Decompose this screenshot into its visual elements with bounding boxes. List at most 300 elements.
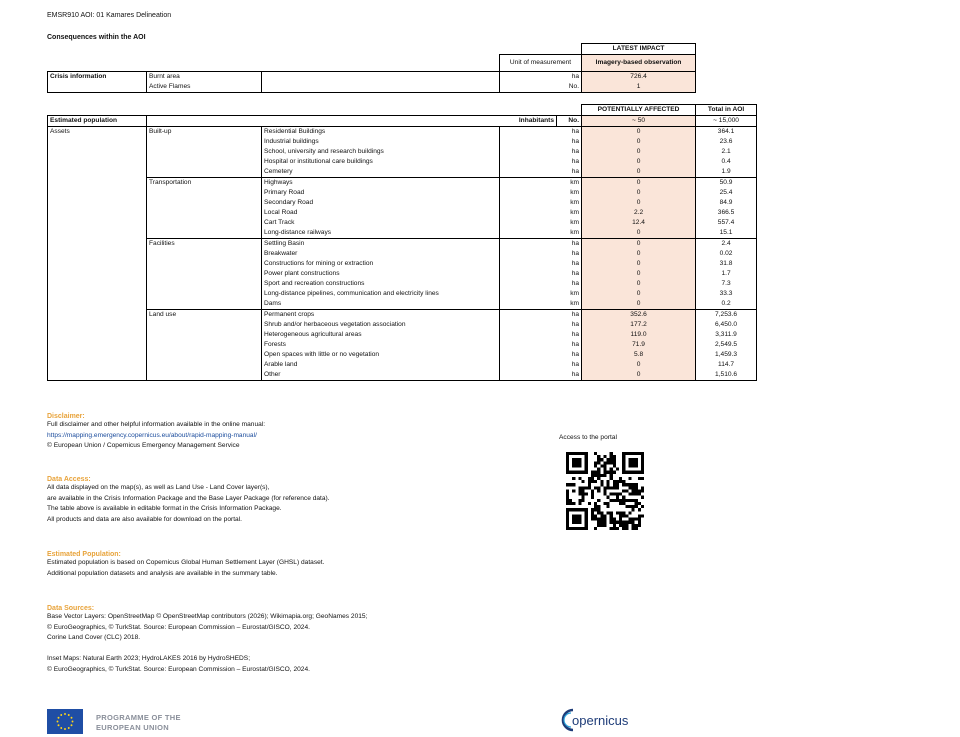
qr-module xyxy=(622,502,625,505)
qr-module xyxy=(597,477,600,480)
qr-module xyxy=(607,483,610,486)
qr-module xyxy=(591,471,594,474)
asset-name: Forests xyxy=(262,340,500,350)
asset-name: Dams xyxy=(262,299,500,310)
qr-module xyxy=(582,480,585,483)
asset-unit: ha xyxy=(500,259,582,269)
qr-module xyxy=(582,493,585,496)
qr-module xyxy=(591,514,594,517)
asset-total: 364.1 xyxy=(696,127,757,138)
disclaimer-section xyxy=(47,413,265,452)
imagery-observation-header: Imagery-based observation xyxy=(582,55,696,72)
asset-total: 2.4 xyxy=(696,239,757,250)
manual-link[interactable]: https://mapping.emergency.copernicus.eu/about/rapid-mapping-manual/ xyxy=(47,431,257,439)
qr-module xyxy=(613,527,616,530)
asset-unit: ha xyxy=(500,167,582,178)
qr-module xyxy=(603,524,606,527)
qr-module xyxy=(616,483,619,486)
qr-module xyxy=(635,527,638,530)
eu-star-icon xyxy=(64,713,66,715)
asset-affected: 0 xyxy=(582,228,696,239)
qr-module xyxy=(638,518,641,521)
asset-name: Shrub and/or herbaceous vegetation association xyxy=(262,320,500,330)
qr-module xyxy=(603,455,606,458)
qr-module xyxy=(588,483,591,486)
asset-total: 23.6 xyxy=(696,137,757,147)
asset-category: Facilities xyxy=(147,239,262,310)
asset-affected: 0 xyxy=(582,289,696,299)
section-title: Disclaimer: xyxy=(47,413,85,420)
qr-module xyxy=(628,521,631,524)
asset-name: Settling Basin xyxy=(262,239,500,250)
qr-module xyxy=(566,483,569,486)
qr-module xyxy=(632,486,635,489)
qr-module xyxy=(603,518,606,521)
qr-module xyxy=(632,521,635,524)
eu-star-icon xyxy=(58,717,60,719)
qr-module xyxy=(622,499,625,502)
asset-category: Land use xyxy=(147,310,262,381)
estimated-population-section xyxy=(47,551,324,579)
asset-total: 557.4 xyxy=(696,218,757,228)
section-line: Additional population datasets and analysis are available in the summary table. xyxy=(47,569,278,577)
qr-module xyxy=(635,518,638,521)
qr-module xyxy=(632,499,635,502)
qr-module xyxy=(569,502,572,505)
asset-unit: km xyxy=(500,188,582,198)
qr-module xyxy=(610,499,613,502)
eu-star-icon xyxy=(71,717,73,719)
qr-module xyxy=(628,493,631,496)
qr-module xyxy=(597,461,600,464)
qr-module xyxy=(610,511,613,514)
crisis-row-unit: No. xyxy=(500,82,582,93)
section-line: Full disclaimer and other helpful information available in the online manual: xyxy=(47,421,266,428)
qr-module xyxy=(603,502,606,505)
qr-module xyxy=(607,471,610,474)
qr-module xyxy=(566,493,569,496)
asset-affected: 0 xyxy=(582,127,696,138)
eu-star-icon xyxy=(71,724,73,726)
qr-module xyxy=(588,477,591,480)
crisis-information-table xyxy=(47,43,696,93)
qr-module xyxy=(578,489,581,492)
asset-total: 1,459.3 xyxy=(696,350,757,360)
potentially-affected-header: POTENTIALLY AFFECTED xyxy=(582,105,696,116)
asset-name: Cemetery xyxy=(262,167,500,178)
document-title: EMSR910 AOI: 01 Kamares Delineation xyxy=(47,12,172,19)
asset-total: 84.9 xyxy=(696,198,757,208)
asset-total: 7,253.6 xyxy=(696,310,757,321)
qr-module xyxy=(638,477,641,480)
asset-unit: ha xyxy=(500,249,582,259)
asset-affected: 0 xyxy=(582,188,696,198)
asset-affected: 0 xyxy=(582,157,696,167)
section-line xyxy=(47,644,367,655)
asset-affected: 177.2 xyxy=(582,320,696,330)
qr-module xyxy=(619,493,622,496)
qr-module xyxy=(613,458,616,461)
qr-module xyxy=(635,524,638,527)
asset-total: 3,311.9 xyxy=(696,330,757,340)
section-line: The table above is available in editable format in the Crisis Information Package. xyxy=(47,505,282,512)
qr-module xyxy=(632,505,635,508)
qr-module xyxy=(594,452,597,455)
qr-module xyxy=(632,493,635,496)
qr-module xyxy=(610,455,613,458)
qr-module xyxy=(610,486,613,489)
asset-affected: 0 xyxy=(582,279,696,289)
qr-module xyxy=(619,518,622,521)
crisis-row-name: Active Flames xyxy=(147,82,262,93)
crisis-information-label: Crisis information xyxy=(48,72,147,93)
asset-unit: km xyxy=(500,299,582,310)
asset-name: Secondary Road xyxy=(262,198,500,208)
qr-module xyxy=(594,471,597,474)
qr-module xyxy=(610,468,613,471)
asset-affected: 0 xyxy=(582,269,696,279)
eu-programme-text xyxy=(96,713,181,733)
qr-module xyxy=(625,514,628,517)
table-row xyxy=(48,239,757,250)
asset-unit: km xyxy=(500,218,582,228)
asset-name: Heterogeneous agricultural areas xyxy=(262,330,500,340)
asset-unit: ha xyxy=(500,137,582,147)
asset-name: Industrial buildings xyxy=(262,137,500,147)
qr-module xyxy=(600,518,603,521)
qr-module xyxy=(635,489,638,492)
portal-label: Access to the portal xyxy=(559,434,617,441)
asset-name: Open spaces with little or no vegetation xyxy=(262,350,500,360)
qr-module xyxy=(610,452,613,455)
qr-module xyxy=(619,521,622,524)
qr-module xyxy=(603,514,606,517)
qr-module xyxy=(597,489,600,492)
qr-module xyxy=(625,524,628,527)
qr-module xyxy=(578,502,581,505)
section-line: Corine Land Cover (CLC) 2018. xyxy=(47,634,141,641)
qr-module xyxy=(628,486,631,489)
qr-module xyxy=(597,499,600,502)
qr-module xyxy=(632,489,635,492)
asset-unit: km xyxy=(500,289,582,299)
crisis-row-value: 726.4 xyxy=(582,72,696,83)
qr-module xyxy=(607,486,610,489)
qr-module xyxy=(616,486,619,489)
asset-unit: km xyxy=(500,198,582,208)
data-sources-section xyxy=(47,605,367,675)
eu-star-icon xyxy=(64,728,66,730)
qr-module xyxy=(603,468,606,471)
qr-module xyxy=(628,505,631,508)
qr-module xyxy=(607,496,610,499)
asset-total: 1.7 xyxy=(696,269,757,279)
qr-module xyxy=(613,486,616,489)
qr-module xyxy=(641,489,644,492)
qr-module xyxy=(610,477,613,480)
qr-module xyxy=(628,499,631,502)
qr-module xyxy=(603,464,606,467)
asset-total: 0.4 xyxy=(696,157,757,167)
asset-unit: ha xyxy=(500,360,582,370)
qr-module xyxy=(619,499,622,502)
qr-module xyxy=(603,486,606,489)
qr-module xyxy=(616,499,619,502)
qr-module xyxy=(607,458,610,461)
asset-total: 50.9 xyxy=(696,178,757,189)
qr-module xyxy=(597,468,600,471)
qr-module xyxy=(591,474,594,477)
qr-module xyxy=(638,521,641,524)
asset-affected: 0 xyxy=(582,259,696,269)
asset-unit: ha xyxy=(500,320,582,330)
qr-module xyxy=(597,511,600,514)
asset-total: 31.8 xyxy=(696,259,757,269)
eu-star-icon xyxy=(68,714,70,716)
asset-unit: ha xyxy=(500,239,582,250)
section-line: © EuroGeographics, © TurkStat. Source: European Commission – Eurostat/GISCO, 2024. xyxy=(47,665,310,673)
qr-module xyxy=(613,455,616,458)
eu-star-icon xyxy=(60,727,62,729)
qr-module xyxy=(610,518,613,521)
qr-module xyxy=(638,489,641,492)
qr-module xyxy=(572,483,575,486)
qr-module xyxy=(635,493,638,496)
qr-module xyxy=(603,493,606,496)
qr-module xyxy=(600,524,603,527)
asset-affected: 0 xyxy=(582,178,696,189)
asset-total: 33.3 xyxy=(696,289,757,299)
qr-module xyxy=(591,480,594,483)
estimated-population-label: Estimated population xyxy=(48,116,147,127)
asset-name: Highways xyxy=(262,178,500,189)
qr-module xyxy=(600,474,603,477)
qr-module xyxy=(610,471,613,474)
qr-module xyxy=(632,508,635,511)
qr-module xyxy=(600,464,603,467)
asset-name: Cart Track xyxy=(262,218,500,228)
qr-module xyxy=(588,480,591,483)
qr-module xyxy=(632,518,635,521)
qr-module xyxy=(607,461,610,464)
qr-module xyxy=(610,527,613,530)
section-title: Estimated Population: xyxy=(47,551,121,558)
asset-name: Local Road xyxy=(262,208,500,218)
qr-module xyxy=(613,461,616,464)
asset-affected: 2.2 xyxy=(582,208,696,218)
qr-module xyxy=(635,499,638,502)
qr-module xyxy=(613,464,616,467)
qr-module xyxy=(591,508,594,511)
qr-module xyxy=(632,524,635,527)
qr-module xyxy=(594,464,597,467)
asset-unit: ha xyxy=(500,370,582,381)
qr-module xyxy=(594,502,597,505)
qr-module xyxy=(607,505,610,508)
section-title: Data Access: xyxy=(47,476,91,483)
section-line: Inset Maps: Natural Earth 2023; HydroLAKES 2016 by HydroSHEDS; xyxy=(47,655,251,662)
qr-module xyxy=(597,486,600,489)
asset-name: Power plant constructions xyxy=(262,269,500,279)
asset-name: Residential Buildings xyxy=(262,127,500,138)
qr-module xyxy=(597,505,600,508)
crisis-row-value: 1 xyxy=(582,82,696,93)
qr-module xyxy=(622,521,625,524)
qr-module xyxy=(613,480,616,483)
qr-module xyxy=(610,458,613,461)
qr-module xyxy=(616,496,619,499)
qr-module xyxy=(591,489,594,492)
asset-unit: ha xyxy=(500,279,582,289)
eu-flag-background xyxy=(47,709,83,734)
qr-module xyxy=(616,521,619,524)
qr-module xyxy=(594,505,597,508)
asset-total: 15.1 xyxy=(696,228,757,239)
section-line: © European Union / Copernicus Emergency Management Service xyxy=(47,442,240,449)
qr-module xyxy=(625,499,628,502)
population-total: ~ 15,000 xyxy=(696,116,757,127)
qr-module xyxy=(594,508,597,511)
qr-module xyxy=(622,489,625,492)
asset-name: School, university and research buildings xyxy=(262,147,500,157)
asset-unit: ha xyxy=(500,147,582,157)
table-row xyxy=(48,178,757,189)
qr-module xyxy=(572,502,575,505)
section-line: All data displayed on the map(s), as well as Land Use - Land Cover layer(s), xyxy=(47,484,270,491)
qr-module xyxy=(628,477,631,480)
qr-module xyxy=(603,461,606,464)
qr-module xyxy=(622,527,625,530)
qr-module xyxy=(597,518,600,521)
qr-module xyxy=(610,461,613,464)
asset-total: 2.1 xyxy=(696,147,757,157)
copernicus-logo-text: opernicus xyxy=(572,713,629,728)
qr-module xyxy=(600,483,603,486)
qr-module xyxy=(622,524,625,527)
eu-programme-line: PROGRAMME OF THE xyxy=(96,713,181,722)
qr-module xyxy=(585,493,588,496)
latest-impact-header: LATEST IMPACT xyxy=(582,44,696,55)
qr-module xyxy=(635,502,638,505)
qr-module xyxy=(632,483,635,486)
asset-unit: ha xyxy=(500,269,582,279)
asset-name: Long-distance railways xyxy=(262,228,500,239)
qr-module xyxy=(597,524,600,527)
section-subtitle: Consequences within the AOI xyxy=(47,34,146,41)
qr-module xyxy=(572,489,575,492)
qr-module xyxy=(625,521,628,524)
qr-module xyxy=(578,499,581,502)
qr-module xyxy=(594,486,597,489)
qr-module xyxy=(610,521,613,524)
asset-unit: ha xyxy=(500,127,582,138)
qr-module xyxy=(638,514,641,517)
qr-module xyxy=(613,518,616,521)
qr-module xyxy=(597,521,600,524)
asset-name: Constructions for mining or extraction xyxy=(262,259,500,269)
qr-code-icon[interactable] xyxy=(566,452,644,530)
asset-affected: 0 xyxy=(582,249,696,259)
asset-affected: 119.0 xyxy=(582,330,696,340)
qr-module xyxy=(635,486,638,489)
asset-affected: 0 xyxy=(582,360,696,370)
qr-module xyxy=(594,518,597,521)
asset-total: 0.2 xyxy=(696,299,757,310)
qr-module xyxy=(597,508,600,511)
qr-module xyxy=(597,455,600,458)
section-title: Data Sources: xyxy=(47,605,95,612)
qr-module xyxy=(610,474,613,477)
eu-star-icon xyxy=(72,721,74,723)
asset-total: 0.02 xyxy=(696,249,757,259)
asset-name: Permanent crops xyxy=(262,310,500,321)
qr-module xyxy=(619,502,622,505)
asset-name: Hospital or institutional care buildings xyxy=(262,157,500,167)
qr-module xyxy=(588,502,591,505)
crisis-row-name: Burnt area xyxy=(147,72,262,83)
asset-affected: 352.6 xyxy=(582,310,696,321)
qr-module xyxy=(591,496,594,499)
qr-module xyxy=(641,505,644,508)
section-line: Base Vector Layers: OpenStreetMap © OpenStreetMap contributors (2026); Wikimapia.org; GeoNames 2015; xyxy=(47,613,368,620)
table-row xyxy=(48,127,757,138)
asset-affected: 0 xyxy=(582,239,696,250)
asset-unit: ha xyxy=(500,350,582,360)
population-affected: ~ 50 xyxy=(582,116,696,127)
qr-finder xyxy=(572,514,581,523)
asset-category: Built-up xyxy=(147,127,262,178)
qr-module xyxy=(641,477,644,480)
qr-module xyxy=(625,489,628,492)
qr-module xyxy=(572,477,575,480)
qr-module xyxy=(622,496,625,499)
asset-name: Long-distance pipelines, communication and electricity lines xyxy=(262,289,500,299)
qr-module xyxy=(610,493,613,496)
section-line: © EuroGeographics, © TurkStat. Source: European Commission – Eurostat/GISCO, 2024. xyxy=(47,623,310,631)
qr-module xyxy=(594,461,597,464)
qr-module xyxy=(628,518,631,521)
qr-module xyxy=(600,514,603,517)
asset-affected: 5.8 xyxy=(582,350,696,360)
qr-module xyxy=(603,471,606,474)
qr-module xyxy=(607,502,610,505)
qr-module xyxy=(600,511,603,514)
asset-affected: 0 xyxy=(582,147,696,157)
asset-total: 1.9 xyxy=(696,167,757,178)
qr-finder xyxy=(572,458,581,467)
qr-module xyxy=(625,483,628,486)
asset-total: 114.7 xyxy=(696,360,757,370)
qr-module xyxy=(616,468,619,471)
asset-unit: km xyxy=(500,208,582,218)
qr-module xyxy=(566,502,569,505)
qr-module xyxy=(585,486,588,489)
qr-module xyxy=(638,508,641,511)
asset-unit: km xyxy=(500,228,582,239)
unit-of-measurement-header: Unit of measurement xyxy=(500,55,582,72)
qr-module xyxy=(613,493,616,496)
assets-table xyxy=(47,104,757,381)
qr-module xyxy=(638,524,641,527)
eu-star-icon xyxy=(60,714,62,716)
data-access-section xyxy=(47,476,330,525)
qr-module xyxy=(594,480,597,483)
asset-unit: ha xyxy=(500,310,582,321)
qr-module xyxy=(622,514,625,517)
inhabitants-label: Inhabitants xyxy=(147,116,557,127)
assets-label: Assets xyxy=(48,127,147,381)
asset-unit: ha xyxy=(500,330,582,340)
